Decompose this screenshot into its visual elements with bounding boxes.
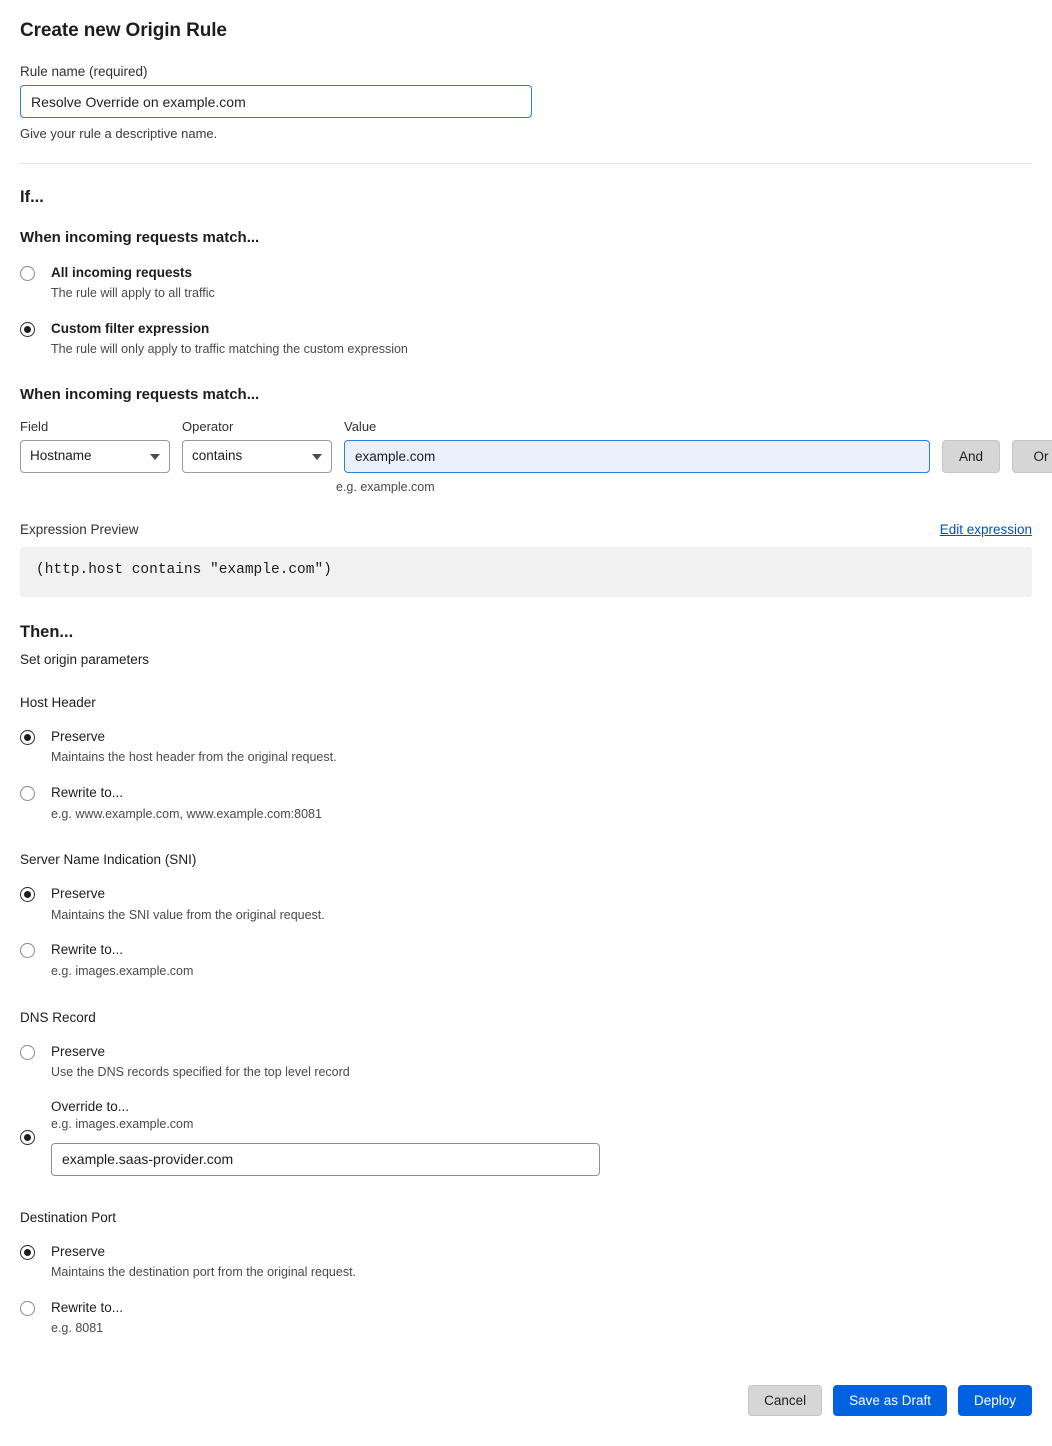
- radio-host-header-preserve[interactable]: [20, 728, 1032, 766]
- then-section-title: Then...: [20, 623, 74, 642]
- match-heading: When incoming requests match...: [20, 229, 260, 246]
- radio-desc-dns-preserve: Use the DNS records specified for the top level record: [51, 1064, 350, 1079]
- radio-icon-sni-preserve[interactable]: [20, 887, 35, 902]
- expression-preview-header: [20, 522, 1032, 537]
- dns-override-input[interactable]: [51, 1143, 600, 1176]
- chevron-down-icon: [150, 454, 160, 460]
- host-header-label: Host Header: [20, 695, 96, 711]
- deploy-button[interactable]: Deploy: [958, 1385, 1032, 1416]
- expression-preview-label: Expression Preview: [20, 522, 139, 538]
- field-select[interactable]: [20, 440, 170, 473]
- radio-desc-dns-override: e.g. images.example.com: [51, 1116, 194, 1131]
- if-section-title: If...: [20, 188, 44, 206]
- chevron-down-icon: [312, 454, 322, 460]
- radio-desc-sni-preserve: Maintains the SNI value from the original request.: [51, 907, 325, 922]
- radio-icon-port-preserve[interactable]: [20, 1245, 35, 1260]
- radio-desc-port-rewrite: e.g. 8081: [51, 1320, 104, 1335]
- radio-custom-filter-expression[interactable]: [20, 320, 1032, 358]
- sni-label: Server Name Indication (SNI): [20, 852, 197, 868]
- radio-label-custom-filter-expression: Custom filter expression: [51, 321, 210, 337]
- radio-dns-preserve[interactable]: [20, 1043, 1032, 1081]
- or-button[interactable]: Or: [1012, 440, 1052, 473]
- operator-label: Operator: [182, 419, 234, 435]
- radio-desc-custom-filter-expression: The rule will only apply to traffic matching the custom expression: [51, 342, 408, 357]
- rule-name-help: Give your rule a descriptive name.: [20, 126, 218, 141]
- and-button[interactable]: And: [942, 440, 1000, 473]
- destination-port-label: Destination Port: [20, 1209, 117, 1225]
- value-input[interactable]: [344, 440, 930, 473]
- radio-label-sni-preserve: Preserve: [51, 886, 106, 902]
- radio-label-sni-rewrite: Rewrite to...: [51, 942, 124, 958]
- field-label: Field: [20, 419, 49, 435]
- radio-sni-preserve[interactable]: [20, 885, 1032, 923]
- edit-expression-link[interactable]: Edit expression: [939, 522, 1032, 538]
- radio-dns-override[interactable]: [20, 1099, 1032, 1176]
- operator-select[interactable]: [182, 440, 332, 473]
- dns-record-label: DNS Record: [20, 1009, 96, 1025]
- radio-icon-sni-rewrite[interactable]: [20, 943, 35, 958]
- save-draft-button[interactable]: Save as Draft: [833, 1385, 947, 1416]
- then-section-subtitle: Set origin parameters: [20, 652, 150, 668]
- expression-preview-box: (http.host contains "example.com"): [20, 547, 1032, 597]
- radio-host-header-rewrite[interactable]: [20, 784, 1032, 822]
- cancel-button[interactable]: Cancel: [748, 1385, 822, 1416]
- operator-select-value: contains: [192, 448, 243, 464]
- radio-label-dns-override: Override to...: [51, 1098, 130, 1114]
- section-divider: [20, 163, 1032, 164]
- filter-expression-builder: [20, 419, 1049, 473]
- radio-desc-port-preserve: Maintains the destination port from the original request.: [51, 1264, 357, 1279]
- rule-name-input[interactable]: [20, 85, 532, 118]
- radio-sni-rewrite[interactable]: [20, 941, 1032, 979]
- radio-label-port-preserve: Preserve: [51, 1243, 106, 1259]
- radio-port-rewrite[interactable]: [20, 1299, 1032, 1337]
- radio-label-port-rewrite: Rewrite to...: [51, 1299, 124, 1315]
- radio-icon-custom-filter-expression[interactable]: [20, 322, 35, 337]
- radio-port-preserve[interactable]: [20, 1243, 1032, 1281]
- radio-label-all-incoming-requests: All incoming requests: [51, 265, 193, 280]
- radio-desc-all-incoming-requests: The rule will apply to all traffic: [51, 286, 215, 301]
- radio-all-incoming-requests[interactable]: [20, 264, 1032, 302]
- radio-desc-host-header-rewrite: e.g. www.example.com, www.example.com:8081: [51, 806, 322, 821]
- radio-icon-host-header-preserve[interactable]: [20, 730, 35, 745]
- radio-desc-host-header-preserve: Maintains the host header from the original request.: [51, 750, 337, 765]
- radio-icon-dns-override[interactable]: [20, 1130, 35, 1145]
- radio-icon-dns-preserve[interactable]: [20, 1045, 35, 1060]
- rule-name-label: Rule name (required): [20, 64, 148, 79]
- form-footer: [20, 1385, 1032, 1426]
- radio-icon-port-rewrite[interactable]: [20, 1301, 35, 1316]
- radio-label-host-header-rewrite: Rewrite to...: [51, 785, 124, 801]
- radio-desc-sni-rewrite: e.g. images.example.com: [51, 963, 194, 978]
- radio-label-host-header-preserve: Preserve: [51, 729, 106, 745]
- radio-icon-host-header-rewrite[interactable]: [20, 786, 35, 801]
- field-select-value: Hostname: [30, 448, 92, 464]
- radio-label-dns-preserve: Preserve: [51, 1043, 106, 1059]
- value-label: Value: [344, 419, 377, 435]
- value-hint: e.g. example.com: [336, 480, 435, 495]
- radio-icon-all-incoming-requests[interactable]: [20, 266, 35, 281]
- builder-heading: When incoming requests match...: [20, 386, 260, 404]
- page-title: Create new Origin Rule: [20, 20, 227, 41]
